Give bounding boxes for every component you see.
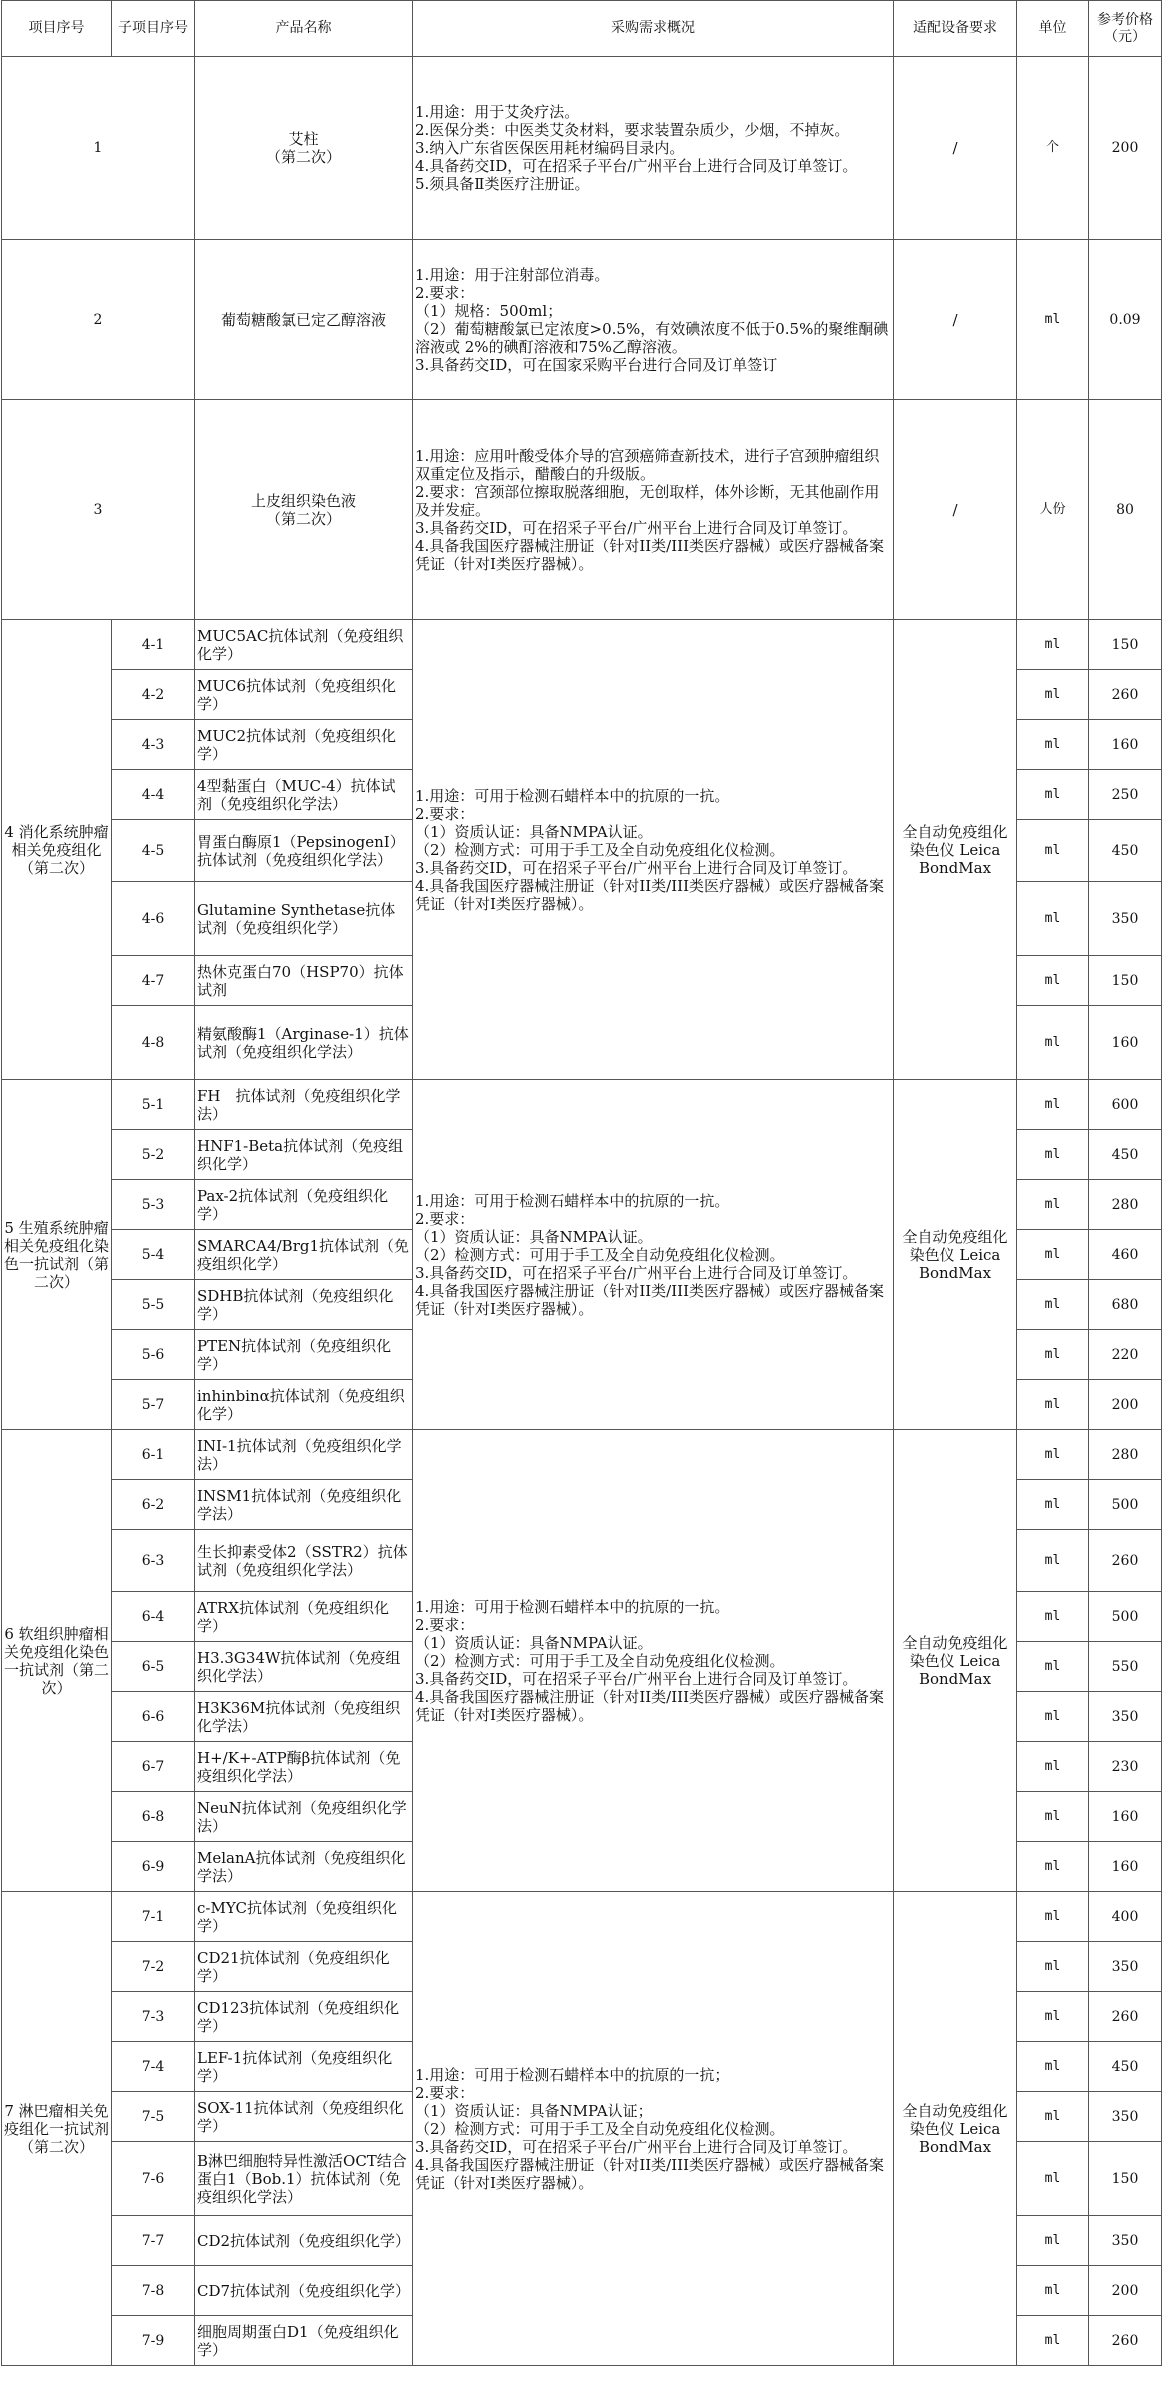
requirement-line: （2）葡萄糖酸氯已定浓度>0.5%，有效碘浓度不低于0.5%的聚维酮碘溶液或 2%的碘酊溶液和75%乙醇溶液。 — [415, 319, 889, 356]
unit: ml — [1017, 1592, 1089, 1642]
unit: ml — [1017, 1742, 1089, 1792]
product-name: inhinbinα抗体试剂（免疫组织化学） — [195, 1380, 413, 1430]
product-name: MelanA抗体试剂（免疫组织化学法） — [195, 1842, 413, 1892]
group-title: 7 淋巴瘤相关免疫组化一抗试剂（第二次） — [2, 1892, 112, 2366]
requirement-line: 3.具备药交ID，可在招采子平台/广州平台上进行合同及订单签订。 — [415, 518, 858, 537]
requirement-line: 4.具备我国医疗器械注册证（针对II类/III类医疗器械）或医疗器械备案凭证（针对I类医疗器械）。 — [415, 876, 884, 913]
sub-item-no: 6-5 — [112, 1642, 195, 1692]
sub-item-no: 4-7 — [112, 956, 195, 1006]
requirement-line: 4.具备药交ID，可在招采子平台/广州平台上进行合同及订单签订。 — [415, 157, 858, 175]
product-name: Pax-2抗体试剂（免疫组织化学） — [195, 1180, 413, 1230]
sub-item-no: 6-3 — [112, 1530, 195, 1592]
requirement-line: 1.用途：应用叶酸受体介导的宫颈癌筛查新技术，进行子宫颈肿瘤组织双重定位及指示，醋酸白的升级版。 — [415, 446, 880, 483]
unit: ml — [1017, 882, 1089, 956]
header-price: 参考价格（元） — [1089, 1, 1162, 57]
requirement-line: （1）资质认证：具备NMPA认证； — [415, 2101, 653, 2120]
price: 0.09 — [1089, 240, 1162, 400]
procurement-table — [1, 0, 1162, 2366]
table-row — [2, 1430, 1162, 1480]
price: 400 — [1089, 1892, 1162, 1942]
requirement-line: 3.具备药交ID，可在招采子平台/广州平台上进行合同及订单签订。 — [415, 1263, 858, 1282]
header-unit: 单位 — [1017, 1, 1089, 57]
unit: ml — [1017, 1380, 1089, 1430]
price: 280 — [1089, 1180, 1162, 1230]
product-name-line: 上皮组织染色液 — [250, 491, 356, 510]
sub-item-no: 6-1 — [112, 1430, 195, 1480]
product-name: ATRX抗体试剂（免疫组织化学） — [195, 1592, 413, 1642]
product-name: 4型黏蛋白（MUC-4）抗体试剂（免疫组织化学法） — [195, 770, 413, 820]
price: 160 — [1089, 1842, 1162, 1892]
sub-item-no: 7-7 — [112, 2216, 195, 2266]
device-requirement: / — [894, 400, 1017, 620]
product-name: SMARCA4/Brg1抗体试剂（免疫组织化学） — [195, 1230, 413, 1280]
table-row — [2, 1892, 1162, 1942]
requirement-line: 1.用途：可用于检测石蜡样本中的抗原的一抗； — [415, 2065, 730, 2084]
unit: ml — [1017, 620, 1089, 670]
sub-item-no: 5-4 — [112, 1230, 195, 1280]
product-name: 生长抑素受体2（SSTR2）抗体试剂（免疫组织化学法） — [195, 1530, 413, 1592]
price: 450 — [1089, 2042, 1162, 2092]
sub-item-no: 5-1 — [112, 1080, 195, 1130]
unit: ml — [1017, 1892, 1089, 1942]
requirement-line: 2.医保分类：中医类艾灸材料，要求装置杂质少，少烟，不掉灰。 — [415, 121, 850, 139]
price: 600 — [1089, 1080, 1162, 1130]
price: 80 — [1089, 400, 1162, 620]
sub-item-no: 7-5 — [112, 2092, 195, 2142]
unit: ml — [1017, 1642, 1089, 1692]
unit: ml — [1017, 2092, 1089, 2142]
unit: ml — [1017, 2316, 1089, 2366]
item-no: 2 — [2, 240, 195, 400]
device-requirement: / — [894, 57, 1017, 240]
sub-item-no: 4-3 — [112, 720, 195, 770]
product-name: CD21抗体试剂（免疫组织化学） — [195, 1942, 413, 1992]
requirement-line: （1）资质认证：具备NMPA认证。 — [415, 1633, 653, 1652]
device-requirement: 全自动免疫组化染色仪 Leica BondMax — [894, 620, 1017, 1080]
requirements — [413, 1080, 894, 1430]
product-name: INSM1抗体试剂（免疫组织化学法） — [195, 1480, 413, 1530]
table-row — [2, 240, 1162, 400]
price: 160 — [1089, 1792, 1162, 1842]
sub-item-no: 4-6 — [112, 882, 195, 956]
unit: ml — [1017, 1280, 1089, 1330]
requirement-line: （1）资质认证：具备NMPA认证。 — [415, 1227, 653, 1246]
unit: ml — [1017, 1080, 1089, 1130]
price: 350 — [1089, 2092, 1162, 2142]
table-body — [2, 57, 1162, 2366]
requirement-line: 4.具备我国医疗器械注册证（针对II类/III类医疗器械）或医疗器械备案凭证（针对I类医疗器械）。 — [415, 2155, 884, 2192]
price: 200 — [1089, 57, 1162, 240]
price: 460 — [1089, 1230, 1162, 1280]
product-name: H3.3G34W抗体试剂（免疫组织化学法） — [195, 1642, 413, 1692]
requirement-line: 3.具备药交ID，可在招采子平台/广州平台上进行合同及订单签订。 — [415, 2137, 858, 2156]
product-name: 热休克蛋白70（HSP70）抗体试剂 — [195, 956, 413, 1006]
unit: ml — [1017, 1530, 1089, 1592]
requirement-line: 2.要求： — [415, 1209, 475, 1228]
sub-item-no: 7-2 — [112, 1942, 195, 1992]
header-requirements: 采购需求概况 — [413, 1, 894, 57]
product-name — [195, 400, 413, 620]
product-name — [195, 240, 413, 400]
sub-item-no: 7-8 — [112, 2266, 195, 2316]
requirement-line: （2）检测方式：可用于手工及全自动免疫组化仪检测。 — [415, 1651, 785, 1670]
price: 350 — [1089, 2216, 1162, 2266]
price: 260 — [1089, 670, 1162, 720]
group-title: 5 生殖系统肿瘤相关免疫组化染色一抗试剂（第二次） — [2, 1080, 112, 1430]
table-header-row — [2, 1, 1162, 57]
sub-item-no: 5-6 — [112, 1330, 195, 1380]
table-row — [2, 620, 1162, 670]
unit: ml — [1017, 2266, 1089, 2316]
device-requirement: / — [894, 240, 1017, 400]
requirements — [413, 400, 894, 620]
sub-item-no: 4-4 — [112, 770, 195, 820]
product-name: MUC5AC抗体试剂（免疫组织化学） — [195, 620, 413, 670]
product-name: SDHB抗体试剂（免疫组织化学） — [195, 1280, 413, 1330]
price: 500 — [1089, 1592, 1162, 1642]
sub-item-no: 5-5 — [112, 1280, 195, 1330]
unit: ml — [1017, 1180, 1089, 1230]
table-row — [2, 1080, 1162, 1130]
product-name-line: （第二次） — [265, 148, 341, 166]
sub-item-no: 6-8 — [112, 1792, 195, 1842]
price: 680 — [1089, 1280, 1162, 1330]
unit: ml — [1017, 1006, 1089, 1080]
unit: ml — [1017, 1480, 1089, 1530]
unit: ml — [1017, 1842, 1089, 1892]
unit: ml — [1017, 1992, 1089, 2042]
product-name: H3K36M抗体试剂（免疫组织化学法） — [195, 1692, 413, 1742]
unit: ml — [1017, 240, 1089, 400]
requirement-line: 3.具备药交ID，可在国家采购平台进行合同及订单签订 — [415, 355, 778, 374]
requirement-line: 4.具备我国医疗器械注册证（针对II类/III类医疗器械）或医疗器械备案凭证（针对I类医疗器械）。 — [415, 1281, 884, 1318]
requirements — [413, 240, 894, 400]
product-name: Glutamine Synthetase抗体试剂（免疫组织化学） — [195, 882, 413, 956]
price: 260 — [1089, 2316, 1162, 2366]
requirements — [413, 1892, 894, 2366]
product-name: CD123抗体试剂（免疫组织化学） — [195, 1992, 413, 2042]
requirement-line: 1.用途：可用于检测石蜡样本中的抗原的一抗。 — [415, 1597, 730, 1616]
price: 160 — [1089, 1006, 1162, 1080]
product-name: LEF-1抗体试剂（免疫组织化学） — [195, 2042, 413, 2092]
item-no: 3 — [2, 400, 195, 620]
unit: ml — [1017, 820, 1089, 882]
table-row — [2, 57, 1162, 240]
price: 280 — [1089, 1430, 1162, 1480]
unit: 个 — [1017, 57, 1089, 240]
unit: ml — [1017, 1792, 1089, 1842]
product-name: 胃蛋白酶原1（PepsinogenI）抗体试剂（免疫组织化学法） — [195, 820, 413, 882]
product-name-line: 葡萄糖酸氯已定乙醇溶液 — [220, 310, 386, 329]
sub-item-no: 6-2 — [112, 1480, 195, 1530]
unit: ml — [1017, 1430, 1089, 1480]
price: 450 — [1089, 1130, 1162, 1180]
requirement-line: （1）资质认证：具备NMPA认证。 — [415, 822, 653, 841]
unit: ml — [1017, 1692, 1089, 1742]
price: 250 — [1089, 770, 1162, 820]
requirements — [413, 620, 894, 1080]
product-name: MUC2抗体试剂（免疫组织化学） — [195, 720, 413, 770]
product-name: H+/K+-ATP酶β抗体试剂（免疫组织化学法） — [195, 1742, 413, 1792]
requirements — [413, 57, 894, 240]
unit: ml — [1017, 2216, 1089, 2266]
product-name: FH 抗体试剂（免疫组织化学法） — [195, 1080, 413, 1130]
requirement-line: （1）规格：500ml； — [415, 301, 563, 320]
requirement-line: （2）检测方式：可用于手工及全自动免疫组化仪检测。 — [415, 2119, 785, 2138]
sub-item-no: 7-1 — [112, 1892, 195, 1942]
requirement-line: 1.用途：可用于检测石蜡样本中的抗原的一抗。 — [415, 1191, 730, 1210]
sub-item-no: 6-9 — [112, 1842, 195, 1892]
price: 150 — [1089, 956, 1162, 1006]
product-name: HNF1-Beta抗体试剂（免疫组织化学） — [195, 1130, 413, 1180]
group-title: 6 软组织肿瘤相关免疫组化染色一抗试剂（第二次） — [2, 1430, 112, 1892]
product-name: B淋巴细胞特异性激活OCT结合蛋白1（Bob.1）抗体试剂（免疫组织化学法） — [195, 2142, 413, 2216]
unit: ml — [1017, 770, 1089, 820]
price: 150 — [1089, 2142, 1162, 2216]
price: 260 — [1089, 1530, 1162, 1592]
price: 500 — [1089, 1480, 1162, 1530]
unit: ml — [1017, 1942, 1089, 1992]
product-name: 细胞周期蛋白D1（免疫组织化学） — [195, 2316, 413, 2366]
group-title: 4 消化系统肿瘤相关免疫组化（第二次） — [2, 620, 112, 1080]
unit: ml — [1017, 2142, 1089, 2216]
product-name: PTEN抗体试剂（免疫组织化学） — [195, 1330, 413, 1380]
price: 350 — [1089, 882, 1162, 956]
sub-item-no: 7-9 — [112, 2316, 195, 2366]
header-sub-item-no: 子项目序号 — [112, 1, 195, 57]
sub-item-no: 4-8 — [112, 1006, 195, 1080]
product-name: NeuN抗体试剂（免疫组织化学法） — [195, 1792, 413, 1842]
header-item-no: 项目序号 — [2, 1, 112, 57]
requirement-line: 5.须具备Ⅱ类医疗注册证。 — [415, 175, 590, 193]
unit: ml — [1017, 670, 1089, 720]
product-name: SOX-11抗体试剂（免疫组织化学） — [195, 2092, 413, 2142]
price: 160 — [1089, 720, 1162, 770]
price: 350 — [1089, 1942, 1162, 1992]
device-requirement: 全自动免疫组化染色仪 Leica BondMax — [894, 1080, 1017, 1430]
product-name: c-MYC抗体试剂（免疫组织化学） — [195, 1892, 413, 1942]
sub-item-no: 4-2 — [112, 670, 195, 720]
unit: ml — [1017, 1230, 1089, 1280]
requirement-line: 1.用途：可用于检测石蜡样本中的抗原的一抗。 — [415, 786, 730, 805]
header-device: 适配设备要求 — [894, 1, 1017, 57]
requirement-line: 2.要求： — [415, 804, 475, 823]
price: 150 — [1089, 620, 1162, 670]
sub-item-no: 5-3 — [112, 1180, 195, 1230]
requirement-line: 2.要求： — [415, 283, 475, 302]
sub-item-no: 6-7 — [112, 1742, 195, 1792]
requirement-line: 4.具备我国医疗器械注册证（针对II类/III类医疗器械）或医疗器械备案凭证（针对I类医疗器械）。 — [415, 536, 884, 573]
product-name: CD2抗体试剂（免疫组织化学） — [195, 2216, 413, 2266]
requirement-line: 2.要求： — [415, 1615, 475, 1634]
product-name — [195, 57, 413, 240]
price: 260 — [1089, 1992, 1162, 2042]
device-requirement: 全自动免疫组化染色仪 Leica BondMax — [894, 1892, 1017, 2366]
table-row — [2, 400, 1162, 620]
requirement-line: （2）检测方式：可用于手工及全自动免疫组化仪检测。 — [415, 1245, 785, 1264]
sub-item-no: 6-4 — [112, 1592, 195, 1642]
sub-item-no: 5-2 — [112, 1130, 195, 1180]
product-name: 精氨酸酶1（Arginase-1）抗体试剂（免疫组织化学法） — [195, 1006, 413, 1080]
sub-item-no: 4-5 — [112, 820, 195, 882]
sub-item-no: 7-6 — [112, 2142, 195, 2216]
unit: ml — [1017, 956, 1089, 1006]
unit: ml — [1017, 720, 1089, 770]
unit: ml — [1017, 2042, 1089, 2092]
price: 350 — [1089, 1692, 1162, 1742]
sub-item-no: 4-1 — [112, 620, 195, 670]
price: 550 — [1089, 1642, 1162, 1692]
requirement-line: 3.具备药交ID，可在招采子平台/广州平台上进行合同及订单签订。 — [415, 858, 858, 877]
product-name: CD7抗体试剂（免疫组织化学） — [195, 2266, 413, 2316]
requirements — [413, 1430, 894, 1892]
unit: 人份 — [1017, 400, 1089, 620]
requirement-line: 4.具备我国医疗器械注册证（针对II类/III类医疗器械）或医疗器械备案凭证（针对I类医疗器械）。 — [415, 1687, 884, 1724]
product-name-line: 艾柱 — [288, 130, 319, 148]
price: 450 — [1089, 820, 1162, 882]
sub-item-no: 6-6 — [112, 1692, 195, 1742]
item-no: 1 — [2, 57, 195, 240]
requirement-line: 3.纳入广东省医保医用耗材编码目录内。 — [415, 139, 685, 157]
header-product-name: 产品名称 — [195, 1, 413, 57]
requirement-line: 3.具备药交ID，可在招采子平台/广州平台上进行合同及订单签订。 — [415, 1669, 858, 1688]
requirement-line: 1.用途：用于艾灸疗法。 — [415, 103, 580, 121]
unit: ml — [1017, 1330, 1089, 1380]
requirement-line: 2.要求： — [415, 2083, 475, 2102]
price: 200 — [1089, 1380, 1162, 1430]
sub-item-no: 7-4 — [112, 2042, 195, 2092]
product-name-line: （第二次） — [265, 509, 341, 528]
requirement-line: （2）检测方式：可用于手工及全自动免疫组化仪检测。 — [415, 840, 785, 859]
device-requirement: 全自动免疫组化染色仪 Leica BondMax — [894, 1430, 1017, 1892]
unit: ml — [1017, 1130, 1089, 1180]
requirement-line: 1.用途：用于注射部位消毒。 — [415, 265, 610, 284]
price: 200 — [1089, 2266, 1162, 2316]
product-name: INI-1抗体试剂（免疫组织化学法） — [195, 1430, 413, 1480]
price: 220 — [1089, 1330, 1162, 1380]
price: 230 — [1089, 1742, 1162, 1792]
requirement-line: 2.要求：宫颈部位擦取脱落细胞，无创取样，体外诊断，无其他副作用及并发症。 — [415, 482, 880, 519]
sub-item-no: 5-7 — [112, 1380, 195, 1430]
product-name: MUC6抗体试剂（免疫组织化学） — [195, 670, 413, 720]
sub-item-no: 7-3 — [112, 1992, 195, 2042]
